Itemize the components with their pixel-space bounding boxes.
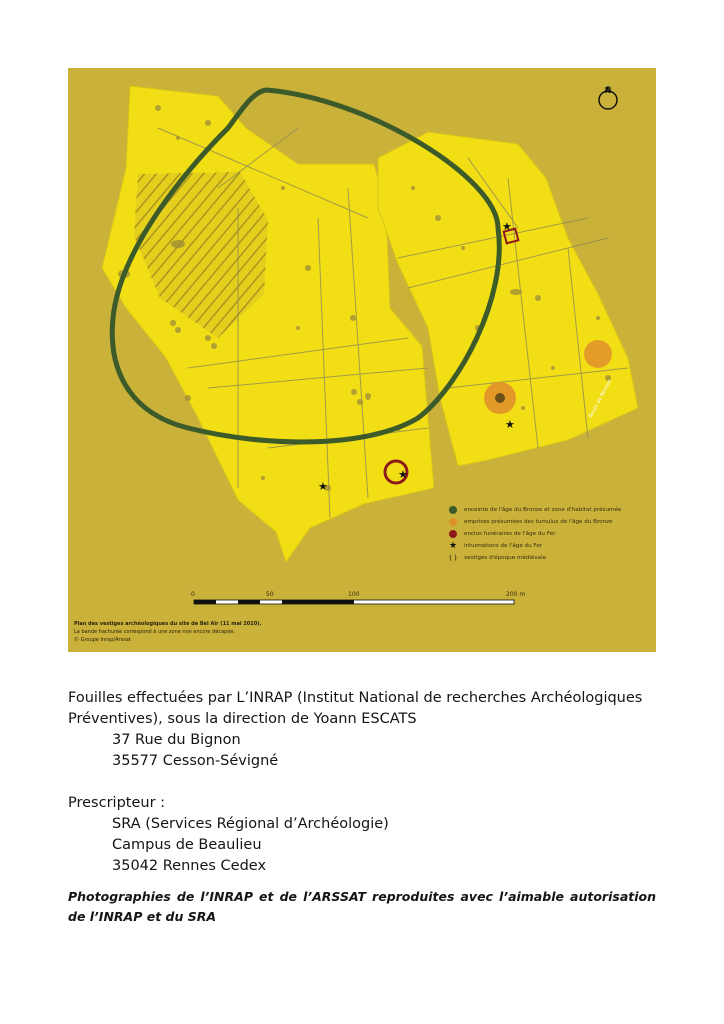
parenthesis-icon: ( ) — [449, 554, 457, 562]
legend-item: emprises présumées des tumulus de l'âge du Bronze — [448, 516, 648, 528]
tumulus-east — [584, 340, 612, 368]
road-label: Route de Rennes — [588, 378, 614, 419]
svg-text:★: ★ — [502, 220, 512, 233]
svg-text:★: ★ — [398, 468, 408, 481]
map-drawing — [68, 68, 656, 652]
inrap-address: 37 Rue du Bignon — [112, 732, 241, 748]
legend-item: ★ inhumations de l'âge du Fer — [448, 540, 543, 551]
map-caption: Plan des vestiges archéologiques du site de Bel Air (11 mai 2010). La bande hachurée correspond à une zone non encore décapée. © Groupe Inrap/Arssat — [74, 621, 262, 643]
scale-bar — [194, 600, 514, 604]
excavation-info — [68, 688, 668, 877]
excavation-line: Préventives), sous la direction de Yoann ESCATS — [68, 711, 417, 727]
legend-item: ( ) vestiges d'époque médiévale — [449, 554, 547, 562]
sra-address: 35042 Rennes Cedex — [112, 858, 267, 874]
sra-address: Campus de Beaulieu — [112, 837, 262, 853]
excavation-line: Fouilles effectuées par L’INRAP (Institut National de recherches Archéologiques — [68, 690, 643, 706]
svg-text:★: ★ — [505, 418, 515, 431]
archaeological-site-map: ★ ★ ★ ★ N Route de Rennes enceinte de l'âge du Bronze et zone d'habitat présumée emprises présumées des tumulus de l'âge du Bronze enclos funéraires de l'âge du Fer ★ inhumations de l'âge du Fer ( ) vestiges d'époque médiévale 0 50 100 200 m Plan des vestiges archéologiques du site de Bel Air (11 mai 2010). La bande hachurée correspond à une zone non encore décapée. © Groupe Inrap/Arssat — [68, 68, 656, 652]
north-arrow-icon: N — [604, 86, 612, 95]
sra-name: SRA (Services Régional d’Archéologie) — [112, 816, 389, 832]
photo-credit: Photographies de l’INRAP et de l’ARSSAT reproduites avec l’aimable autorisation de l’INRAP et du SRA — [68, 889, 656, 924]
svg-text:★: ★ — [318, 480, 328, 493]
legend-item: enclos funéraires de l'âge du Fer — [448, 528, 648, 540]
green-dot-icon — [449, 506, 457, 514]
orange-dot-icon — [449, 518, 457, 526]
inrap-address: 35577 Cesson-Sévigné — [112, 753, 279, 769]
star-icon: ★ — [448, 540, 458, 551]
red-dot-icon — [449, 530, 457, 538]
map-legend — [448, 504, 648, 564]
prescriber-label: Prescripteur : — [68, 795, 166, 811]
legend-item: enceinte de l'âge du Bronze et zone d'habitat présumée — [448, 504, 648, 516]
